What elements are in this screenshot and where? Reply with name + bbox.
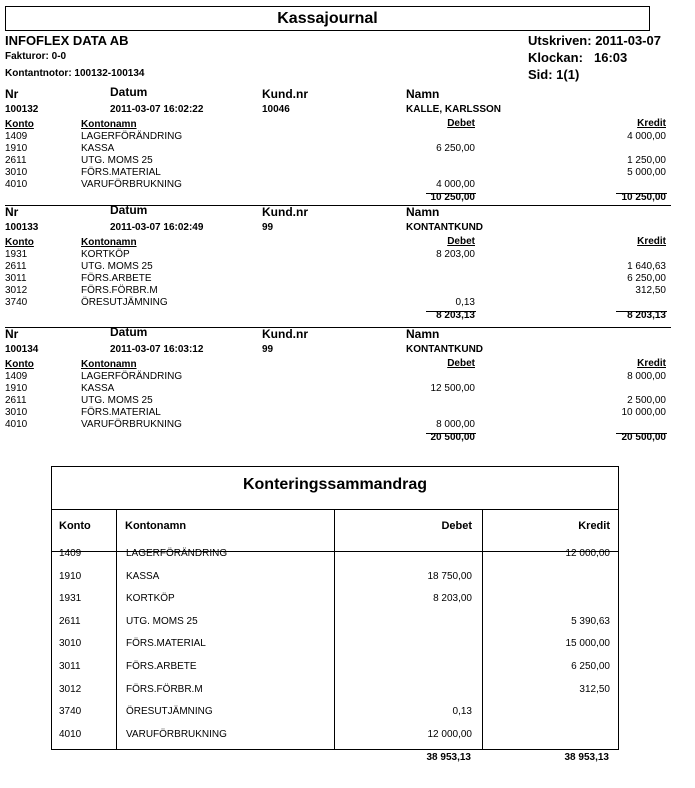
line-konto: 3010	[5, 407, 28, 418]
line-kontonamn: KASSA	[81, 143, 115, 154]
header-kundnr: Kund.nr	[262, 205, 308, 219]
line-debet: 0,13	[455, 297, 475, 308]
line-kontonamn: UTG. MOMS 25	[81, 261, 153, 272]
line-kredit: 10 000,00	[621, 407, 666, 418]
line-kontonamn: ÖRESUTJÄMNING	[81, 297, 168, 308]
entry-datum: 2011-03-07 16:02:49	[110, 222, 204, 233]
summary-row-kredit: 15 000,00	[565, 638, 610, 650]
summary-header-kontonamn: Kontonamn	[125, 520, 187, 532]
subheader-kredit: Kredit	[637, 358, 666, 369]
printed-date: Utskriven: 2011-03-07	[528, 33, 661, 48]
line-kontonamn: FÖRS.MATERIAL	[81, 167, 161, 178]
summary-row-kontonamn: FÖRS.MATERIAL	[126, 638, 206, 650]
line-kontonamn: UTG. MOMS 25	[81, 155, 153, 166]
header-nr: Nr	[5, 327, 19, 341]
summary-row-debet: 12 000,00	[427, 728, 472, 740]
line-konto: 1409	[5, 371, 28, 382]
summary-row-kontonamn: ÖRESUTJÄMNING	[126, 706, 213, 718]
line-kontonamn: VARUFÖRBRUKNING	[81, 419, 182, 430]
line-kredit: 8 000,00	[627, 371, 666, 382]
subheader-debet: Debet	[447, 358, 475, 369]
line-kredit: 2 500,00	[627, 395, 666, 406]
entry-total-kredit: 20 500,00	[621, 432, 666, 443]
line-konto: 4010	[5, 179, 28, 190]
entry-nr: 100133	[5, 222, 39, 233]
entry-kundnr: 10046	[262, 104, 290, 115]
entry-nr: 100134	[5, 344, 39, 355]
line-konto: 3740	[5, 297, 28, 308]
entry-total-debet: 8 203,13	[436, 310, 475, 321]
summary-row-konto: 3010	[59, 638, 82, 650]
header-kundnr: Kund.nr	[262, 87, 308, 101]
line-kontonamn: FÖRS.FÖRBR.M	[81, 285, 158, 296]
summary-row-kontonamn: LAGERFÖRÄNDRING	[126, 548, 228, 559]
subheader-kredit: Kredit	[637, 118, 666, 129]
summary-row-konto: 3740	[59, 706, 82, 718]
subheader-konto: Konto	[5, 237, 34, 248]
line-debet: 8 000,00	[436, 419, 475, 430]
subheader-kontonamn: Kontonamn	[81, 119, 137, 130]
line-konto: 1910	[5, 383, 28, 394]
header-nr: Nr	[5, 205, 19, 219]
line-debet: 8 203,00	[436, 249, 475, 260]
line-kredit: 312,50	[635, 285, 666, 296]
header-namn: Namn	[406, 327, 440, 341]
header-datum: Datum	[110, 203, 148, 217]
page-number: Sid: 1(1)	[528, 67, 580, 82]
summary-header-konto: Konto	[59, 520, 91, 532]
summary-row-konto: 3012	[59, 683, 82, 695]
line-kredit: 1 250,00	[627, 155, 666, 166]
subheader-debet: Debet	[447, 236, 475, 247]
entry-namn: KALLE, KARLSSON	[406, 104, 501, 115]
report-title: Kassajournal	[5, 6, 650, 31]
entry-namn: KONTANTKUND	[406, 344, 484, 355]
summary-row-kontonamn: VARUFÖRBRUKNING	[126, 728, 227, 740]
subheader-kontonamn: Kontonamn	[81, 359, 137, 370]
summary-row-debet: 0,13	[452, 706, 472, 718]
fakturor-range: Fakturor: 0-0	[5, 51, 67, 62]
clock-value: 16:03	[594, 50, 628, 65]
line-debet: 6 250,00	[436, 143, 475, 154]
summary-row-konto: 4010	[59, 728, 82, 740]
line-konto: 4010	[5, 419, 28, 430]
summary-row-kontonamn: FÖRS.ARBETE	[126, 661, 197, 672]
kontantnotor-range: Kontantnotor: 100132-100134	[5, 68, 145, 79]
summary-row-kontonamn: UTG. MOMS 25	[126, 615, 198, 627]
line-kontonamn: LAGERFÖRÄNDRING	[81, 371, 183, 382]
summary-total-kredit: 38 953,13	[564, 752, 609, 763]
summary-row-konto: 1910	[59, 570, 82, 582]
entry-namn: KONTANTKUND	[406, 222, 484, 233]
summary-title: Konteringssammandrag	[52, 467, 618, 510]
entry-nr: 100132	[5, 104, 39, 115]
summary-total-debet: 38 953,13	[426, 752, 471, 763]
header-namn: Namn	[406, 205, 440, 219]
header-kundnr: Kund.nr	[262, 327, 308, 341]
line-konto: 1409	[5, 131, 28, 142]
entry-datum: 2011-03-07 16:03:12	[110, 344, 204, 355]
line-konto: 2611	[5, 155, 27, 166]
entry-total-debet: 10 250,00	[430, 192, 475, 203]
line-konto: 1910	[5, 143, 28, 154]
line-debet: 12 500,00	[430, 383, 475, 394]
line-debet: 4 000,00	[436, 179, 475, 190]
summary-row-konto: 3011	[59, 661, 81, 672]
line-kredit: 5 000,00	[627, 167, 666, 178]
summary-row-konto: 2611	[59, 615, 81, 627]
entry-kundnr: 99	[262, 222, 274, 233]
line-kontonamn: FÖRS.MATERIAL	[81, 407, 161, 418]
header-datum: Datum	[110, 325, 148, 339]
clock-label: Klockan:	[528, 50, 583, 65]
summary-row-kontonamn: FÖRS.FÖRBR.M	[126, 683, 203, 695]
line-kontonamn: FÖRS.ARBETE	[81, 273, 152, 284]
summary-row-kontonamn: KORTKÖP	[126, 593, 175, 605]
line-konto: 2611	[5, 261, 27, 272]
company-name: INFOFLEX DATA AB	[5, 33, 129, 48]
summary-row-debet: 8 203,00	[433, 593, 472, 605]
summary-row-konto: 1931	[59, 593, 82, 605]
header-datum: Datum	[110, 85, 148, 99]
line-kontonamn: LAGERFÖRÄNDRING	[81, 131, 183, 142]
summary-row-kredit: 312,50	[579, 683, 610, 695]
summary-header-debet: Debet	[441, 520, 472, 532]
summary-row-kredit: 12 000,00	[565, 548, 610, 559]
line-kredit: 6 250,00	[627, 273, 666, 284]
subheader-kontonamn: Kontonamn	[81, 237, 137, 248]
line-konto: 2611	[5, 395, 27, 406]
header-namn: Namn	[406, 87, 440, 101]
line-kontonamn: KASSA	[81, 383, 115, 394]
line-kontonamn: KORTKÖP	[81, 249, 130, 260]
entry-total-debet: 20 500,00	[430, 432, 475, 443]
line-konto: 1931	[5, 249, 28, 260]
summary-header-kredit: Kredit	[578, 520, 610, 532]
line-konto: 3012	[5, 285, 28, 296]
header-nr: Nr	[5, 87, 19, 101]
line-kredit: 1 640,63	[627, 261, 666, 272]
summary-row-kontonamn: KASSA	[126, 570, 160, 582]
summary-row-debet: 18 750,00	[427, 570, 472, 582]
entry-datum: 2011-03-07 16:02:22	[110, 104, 204, 115]
summary-row-konto: 1409	[59, 548, 82, 559]
subheader-konto: Konto	[5, 119, 34, 130]
subheader-kredit: Kredit	[637, 236, 666, 247]
entry-kundnr: 99	[262, 344, 274, 355]
line-kontonamn: VARUFÖRBRUKNING	[81, 179, 182, 190]
line-konto: 3010	[5, 167, 28, 178]
subheader-debet: Debet	[447, 118, 475, 129]
line-konto: 3011	[5, 273, 27, 284]
line-kredit: 4 000,00	[627, 131, 666, 142]
line-kontonamn: UTG. MOMS 25	[81, 395, 153, 406]
summary-row-kredit: 5 390,63	[571, 615, 610, 627]
entry-total-kredit: 8 203,13	[627, 310, 666, 321]
summary-table	[51, 466, 619, 750]
summary-row-kredit: 6 250,00	[571, 661, 610, 672]
subheader-konto: Konto	[5, 359, 34, 370]
entry-total-kredit: 10 250,00	[621, 192, 666, 203]
